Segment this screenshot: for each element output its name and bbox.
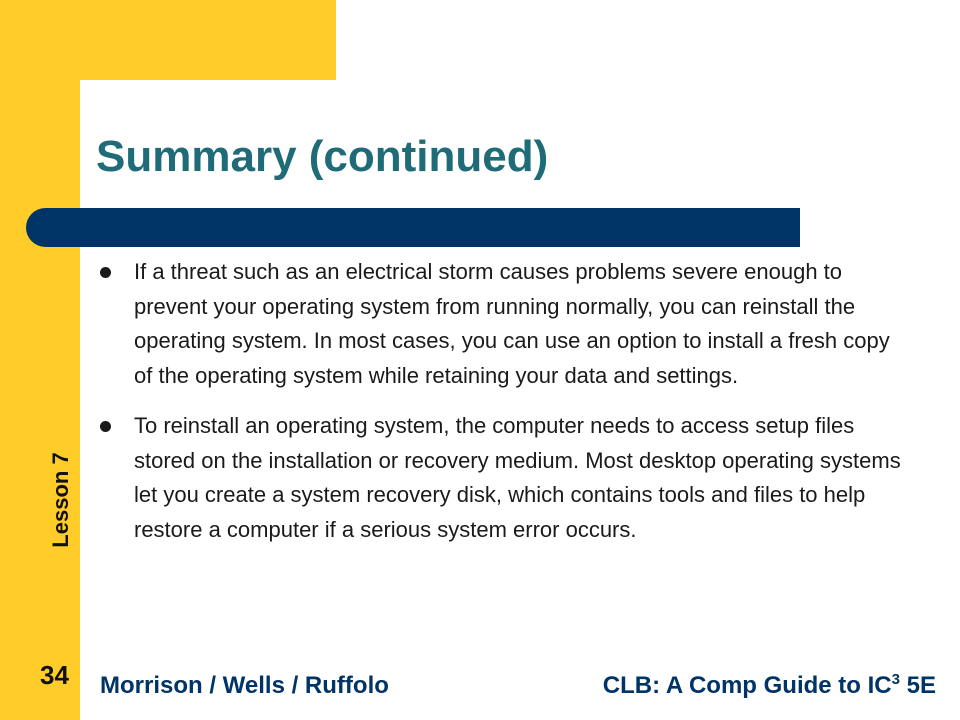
bullet-list (100, 255, 910, 563)
bullet-item (100, 409, 910, 547)
lesson-label: Lesson 7 (48, 452, 73, 548)
yellow-top-band (0, 0, 336, 80)
title-underline-bar (26, 208, 800, 247)
book-title-superscript: 3 (891, 671, 900, 688)
bullet-dot-icon (100, 421, 111, 432)
bullet-text: If a threat such as an electrical storm causes problems severe enough to prevent your operating system from running normally, you can reinstall the operating system. In most cases, you can use an option to install a fresh copy of the operating system while retaining your data and settings. (134, 259, 890, 388)
yellow-sidebar (0, 0, 80, 720)
bullet-dot-icon (100, 267, 111, 278)
bullet-text: To reinstall an operating system, the computer needs to access setup files stored on the installation or recovery medium. Most desktop operating systems let you create a system recovery disk, which contains tools and files to help restore a computer if a serious system error occurs. (134, 413, 901, 542)
footer-authors: Morrison / Wells / Ruffolo (100, 672, 389, 699)
footer-book-title (603, 672, 936, 700)
page-number: 34 (40, 660, 69, 690)
book-title-suffix: 5E (899, 672, 936, 699)
book-title-prefix: CLB: A Comp Guide to IC (602, 672, 892, 699)
bullet-item (100, 255, 910, 393)
slide-title: Summary (continued) (96, 132, 549, 181)
